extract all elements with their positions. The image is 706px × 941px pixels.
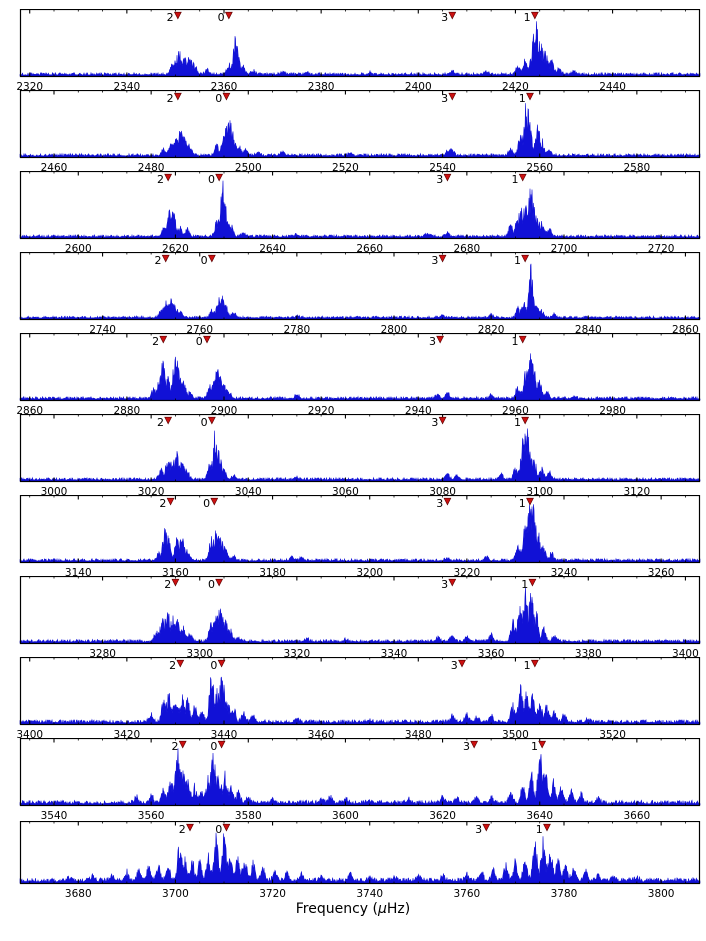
spectrum-trace xyxy=(20,833,700,883)
mode-marker-l3 xyxy=(441,11,456,24)
spectrum-panel-10 xyxy=(0,738,706,823)
mode-marker-l0 xyxy=(208,173,223,186)
tick-label: 2840 xyxy=(574,324,602,336)
mode-marker-label: 3 xyxy=(428,335,436,348)
mode-marker-l0 xyxy=(196,335,211,348)
mode-marker-l3 xyxy=(441,92,456,105)
tick-label: 3740 xyxy=(356,888,384,900)
mode-marker-l3 xyxy=(431,254,446,267)
spectrum-panel-8 xyxy=(0,576,706,661)
tick-label: 3120 xyxy=(623,486,651,498)
mode-marker-label: 3 xyxy=(441,11,449,24)
spectrum-trace xyxy=(20,677,700,724)
mode-marker-triangle-icon xyxy=(531,660,538,667)
tick-label: 3440 xyxy=(210,729,238,741)
mode-marker-triangle-icon xyxy=(165,174,172,181)
mode-marker-triangle-icon xyxy=(522,417,529,424)
mode-marker-triangle-icon xyxy=(449,579,456,586)
tick-label: 3140 xyxy=(64,567,92,579)
mode-marker-label: 2 xyxy=(164,578,172,591)
x-axis-title xyxy=(0,901,706,917)
spectrum-trace xyxy=(20,181,700,238)
spectrum-panel-3 xyxy=(0,171,706,256)
mode-marker-l1 xyxy=(524,11,539,24)
mode-marker-label: 2 xyxy=(166,92,174,105)
mode-marker-triangle-icon xyxy=(519,336,526,343)
tick-label: 3480 xyxy=(404,729,432,741)
mode-marker-triangle-icon xyxy=(444,498,451,505)
mode-marker-label: 0 xyxy=(200,254,208,267)
tick-label: 2560 xyxy=(526,162,554,174)
tick-label: 3640 xyxy=(526,810,554,822)
tick-label: 2920 xyxy=(307,405,335,417)
mode-marker-label: 2 xyxy=(154,254,162,267)
plot-border xyxy=(21,172,700,239)
mode-marker-triangle-icon xyxy=(471,741,478,748)
tick-label: 2760 xyxy=(186,324,214,336)
tick-label: 3220 xyxy=(453,567,481,579)
tick-label: 2620 xyxy=(162,243,189,255)
mode-marker-label: 3 xyxy=(450,659,458,672)
mode-marker-label: 1 xyxy=(518,497,526,510)
mode-marker-l2 xyxy=(169,659,184,672)
mode-marker-triangle-icon xyxy=(204,336,211,343)
tick-label: 2640 xyxy=(259,243,286,255)
tick-label: 2520 xyxy=(332,162,359,174)
tick-label: 2940 xyxy=(404,405,432,417)
mode-marker-triangle-icon xyxy=(459,660,466,667)
tick-label: 3000 xyxy=(40,486,68,498)
spectrum-panel-2 xyxy=(0,90,706,175)
mode-marker-l0 xyxy=(210,740,225,753)
tick-label: 3720 xyxy=(259,888,286,900)
mode-marker-l0 xyxy=(201,416,216,429)
mode-marker-l2 xyxy=(157,173,172,186)
mode-marker-triangle-icon xyxy=(449,12,456,19)
tick-label: 2960 xyxy=(502,405,529,417)
mode-marker-label: 1 xyxy=(518,92,526,105)
spectrum-trace xyxy=(20,504,700,562)
mode-marker-triangle-icon xyxy=(437,336,444,343)
tick-label: 3580 xyxy=(234,810,262,822)
mode-marker-label: 1 xyxy=(530,740,538,753)
mode-marker-l1 xyxy=(536,823,551,836)
mode-marker-label: 1 xyxy=(535,823,543,836)
mode-marker-triangle-icon xyxy=(522,255,529,262)
tick-label: 2540 xyxy=(429,162,456,174)
mode-marker-l1 xyxy=(512,173,527,186)
mode-marker-triangle-icon xyxy=(218,660,225,667)
mode-marker-triangle-icon xyxy=(172,579,179,586)
tick-label: 2460 xyxy=(40,162,68,174)
mode-marker-label: 1 xyxy=(511,335,519,348)
mode-marker-label: 2 xyxy=(171,740,179,753)
mode-marker-l2 xyxy=(172,740,187,753)
tick-label: 3800 xyxy=(647,888,675,900)
mode-marker-l1 xyxy=(519,92,534,105)
tick-label: 3320 xyxy=(283,648,311,660)
tick-label: 2740 xyxy=(89,324,116,336)
mode-marker-triangle-icon xyxy=(160,336,167,343)
mode-marker-label: 0 xyxy=(207,578,215,591)
mode-marker-l3 xyxy=(475,823,490,836)
mode-marker-label: 2 xyxy=(169,659,177,672)
plot-border xyxy=(21,658,700,725)
tick-label: 3660 xyxy=(623,810,651,822)
tick-label: 2720 xyxy=(647,243,675,255)
mode-marker-triangle-icon xyxy=(444,174,451,181)
mode-marker-triangle-icon xyxy=(223,824,230,831)
tick-label: 2600 xyxy=(64,243,92,255)
mode-marker-l0 xyxy=(201,254,216,267)
spectrum-panel-7 xyxy=(0,495,706,580)
mode-marker-triangle-icon xyxy=(529,579,536,586)
spectrum-trace xyxy=(20,103,700,157)
mode-marker-label: 3 xyxy=(431,254,439,267)
mode-marker-label: 0 xyxy=(210,740,218,753)
mode-marker-l1 xyxy=(512,335,527,348)
tick-label: 3520 xyxy=(599,729,626,741)
mode-marker-label: 0 xyxy=(215,823,223,836)
tick-label: 2880 xyxy=(113,405,141,417)
mode-marker-l1 xyxy=(519,497,534,510)
mode-marker-triangle-icon xyxy=(187,824,194,831)
tick-label: 3160 xyxy=(162,567,189,579)
mode-marker-label: 0 xyxy=(217,11,225,24)
spectrum-trace xyxy=(20,587,700,643)
mode-marker-l0 xyxy=(215,823,230,836)
spectrum-panel-4 xyxy=(0,252,706,337)
spectrum-panel-5 xyxy=(0,333,706,418)
mode-marker-l3 xyxy=(441,578,456,591)
mode-marker-triangle-icon xyxy=(211,498,218,505)
spectrum-trace xyxy=(20,21,700,76)
tick-label: 2900 xyxy=(210,405,238,417)
mode-marker-triangle-icon xyxy=(174,12,181,19)
tick-label: 3700 xyxy=(162,888,189,900)
mode-marker-label: 2 xyxy=(159,497,167,510)
tick-label: 3360 xyxy=(477,648,505,660)
mode-marker-l2 xyxy=(179,823,194,836)
x-axis-title-unit: Hz) xyxy=(386,901,411,917)
mode-marker-triangle-icon xyxy=(177,660,184,667)
mode-marker-l1 xyxy=(524,659,539,672)
mode-marker-label: 1 xyxy=(523,659,531,672)
tick-label: 2320 xyxy=(16,81,44,93)
mode-marker-label: 2 xyxy=(152,335,160,348)
plot-border xyxy=(21,91,700,158)
tick-label: 3100 xyxy=(526,486,554,498)
tick-label: 2400 xyxy=(404,81,432,93)
mode-marker-l0 xyxy=(218,11,233,24)
tick-label: 3400 xyxy=(16,729,44,741)
tick-label: 3280 xyxy=(89,648,116,660)
mode-marker-l3 xyxy=(431,416,446,429)
tick-label: 3180 xyxy=(259,567,286,579)
mode-marker-label: 2 xyxy=(156,173,164,186)
spectrum-trace xyxy=(20,748,700,805)
mode-marker-label: 1 xyxy=(513,416,521,429)
mode-marker-triangle-icon xyxy=(539,741,546,748)
plot-border xyxy=(21,253,700,320)
tick-label: 3780 xyxy=(550,888,578,900)
plot-border xyxy=(21,739,700,806)
mode-marker-l1 xyxy=(514,416,529,429)
tick-label: 2860 xyxy=(672,324,699,336)
tick-label: 3500 xyxy=(502,729,529,741)
mode-marker-l0 xyxy=(208,578,223,591)
mode-marker-triangle-icon xyxy=(544,824,551,831)
mode-marker-triangle-icon xyxy=(527,498,534,505)
mode-marker-label: 1 xyxy=(511,173,519,186)
tick-label: 3300 xyxy=(186,648,214,660)
tick-label: 3380 xyxy=(574,648,602,660)
mode-marker-triangle-icon xyxy=(218,741,225,748)
mode-marker-l0 xyxy=(215,92,230,105)
mode-marker-l0 xyxy=(210,659,225,672)
tick-label: 2780 xyxy=(283,324,311,336)
mode-marker-triangle-icon xyxy=(223,93,230,100)
tick-label: 2440 xyxy=(599,81,626,93)
mode-marker-triangle-icon xyxy=(439,417,446,424)
mode-marker-triangle-icon xyxy=(165,417,172,424)
tick-label: 2360 xyxy=(210,81,238,93)
tick-label: 3080 xyxy=(429,486,456,498)
mode-marker-label: 0 xyxy=(203,497,211,510)
tick-label: 3460 xyxy=(307,729,335,741)
mode-marker-label: 0 xyxy=(207,173,215,186)
mode-marker-triangle-icon xyxy=(208,255,215,262)
tick-label: 2580 xyxy=(623,162,651,174)
mode-marker-triangle-icon xyxy=(167,498,174,505)
mode-marker-label: 1 xyxy=(523,11,531,24)
mode-marker-l2 xyxy=(157,416,172,429)
mode-marker-label: 3 xyxy=(436,497,444,510)
mode-marker-triangle-icon xyxy=(483,824,490,831)
mode-marker-l2 xyxy=(155,254,170,267)
mode-marker-label: 3 xyxy=(441,92,449,105)
tick-label: 3420 xyxy=(113,729,141,741)
tick-label: 3680 xyxy=(64,888,92,900)
tick-label: 2420 xyxy=(502,81,529,93)
tick-label: 3560 xyxy=(137,810,165,822)
plot-border xyxy=(21,415,700,482)
mode-marker-l1 xyxy=(514,254,529,267)
mode-marker-triangle-icon xyxy=(179,741,186,748)
tick-label: 2800 xyxy=(380,324,408,336)
mode-marker-triangle-icon xyxy=(527,93,534,100)
mu-symbol: μ xyxy=(377,901,387,917)
tick-label: 3200 xyxy=(356,567,384,579)
spectrum-trace xyxy=(20,264,700,319)
tick-label: 2480 xyxy=(137,162,165,174)
mode-marker-label: 2 xyxy=(166,11,174,24)
mode-marker-triangle-icon xyxy=(439,255,446,262)
mode-marker-l3 xyxy=(429,335,444,348)
mode-marker-label: 2 xyxy=(156,416,164,429)
plot-border xyxy=(21,496,700,563)
tick-label: 3060 xyxy=(332,486,359,498)
mode-marker-l2 xyxy=(152,335,167,348)
mode-marker-l2 xyxy=(164,578,179,591)
tick-label: 2860 xyxy=(16,405,44,417)
mode-marker-l0 xyxy=(203,497,218,510)
mode-marker-label: 1 xyxy=(521,578,529,591)
mode-marker-triangle-icon xyxy=(216,579,223,586)
tick-label: 2340 xyxy=(113,81,141,93)
spectrum-trace xyxy=(20,353,700,400)
mode-marker-triangle-icon xyxy=(519,174,526,181)
tick-label: 2980 xyxy=(599,405,626,417)
tick-label: 3600 xyxy=(332,810,359,822)
tick-label: 2380 xyxy=(307,81,335,93)
mode-marker-l3 xyxy=(436,173,451,186)
mode-marker-triangle-icon xyxy=(449,93,456,100)
tick-label: 3020 xyxy=(137,486,165,498)
mode-marker-label: 3 xyxy=(462,740,470,753)
mode-marker-l3 xyxy=(451,659,466,672)
tick-label: 2500 xyxy=(234,162,262,174)
mode-marker-label: 3 xyxy=(475,823,483,836)
mode-marker-label: 3 xyxy=(436,173,444,186)
mode-marker-l1 xyxy=(531,740,546,753)
tick-label: 2680 xyxy=(453,243,481,255)
mode-marker-triangle-icon xyxy=(162,255,169,262)
mode-marker-triangle-icon xyxy=(174,93,181,100)
mode-marker-label: 0 xyxy=(210,659,218,672)
spectrum-panel-11 xyxy=(0,821,706,901)
mode-marker-label: 2 xyxy=(178,823,186,836)
mode-marker-label: 3 xyxy=(441,578,449,591)
tick-label: 3260 xyxy=(647,567,675,579)
tick-label: 2700 xyxy=(550,243,578,255)
mode-marker-triangle-icon xyxy=(216,174,223,181)
spectrum-panel-6 xyxy=(0,414,706,499)
mode-marker-triangle-icon xyxy=(225,12,232,19)
spectrum-panel-1 xyxy=(0,9,706,94)
plot-border xyxy=(21,334,700,401)
mode-marker-l1 xyxy=(521,578,536,591)
mode-marker-label: 3 xyxy=(431,416,439,429)
plot-border xyxy=(21,10,700,77)
plot-border xyxy=(21,577,700,644)
tick-label: 3240 xyxy=(550,567,578,579)
tick-label: 2820 xyxy=(477,324,505,336)
mode-marker-label: 0 xyxy=(195,335,203,348)
tick-label: 3760 xyxy=(453,888,481,900)
x-axis-title-text: Frequency ( xyxy=(295,901,378,917)
spectrum-panel-9 xyxy=(0,657,706,742)
mode-marker-l2 xyxy=(167,11,182,24)
mode-marker-l2 xyxy=(159,497,174,510)
spectrum-trace xyxy=(20,429,700,481)
tick-label: 3040 xyxy=(234,486,262,498)
mode-marker-l3 xyxy=(463,740,478,753)
mode-marker-l2 xyxy=(167,92,182,105)
mode-marker-label: 0 xyxy=(215,92,223,105)
mode-marker-l3 xyxy=(436,497,451,510)
tick-label: 3400 xyxy=(672,648,699,660)
mode-marker-label: 1 xyxy=(513,254,521,267)
mode-marker-label: 0 xyxy=(200,416,208,429)
tick-label: 2660 xyxy=(356,243,384,255)
mode-marker-triangle-icon xyxy=(208,417,215,424)
tick-label: 3540 xyxy=(40,810,68,822)
tick-label: 3340 xyxy=(380,648,408,660)
mode-marker-triangle-icon xyxy=(531,12,538,19)
tick-label: 3620 xyxy=(429,810,456,822)
